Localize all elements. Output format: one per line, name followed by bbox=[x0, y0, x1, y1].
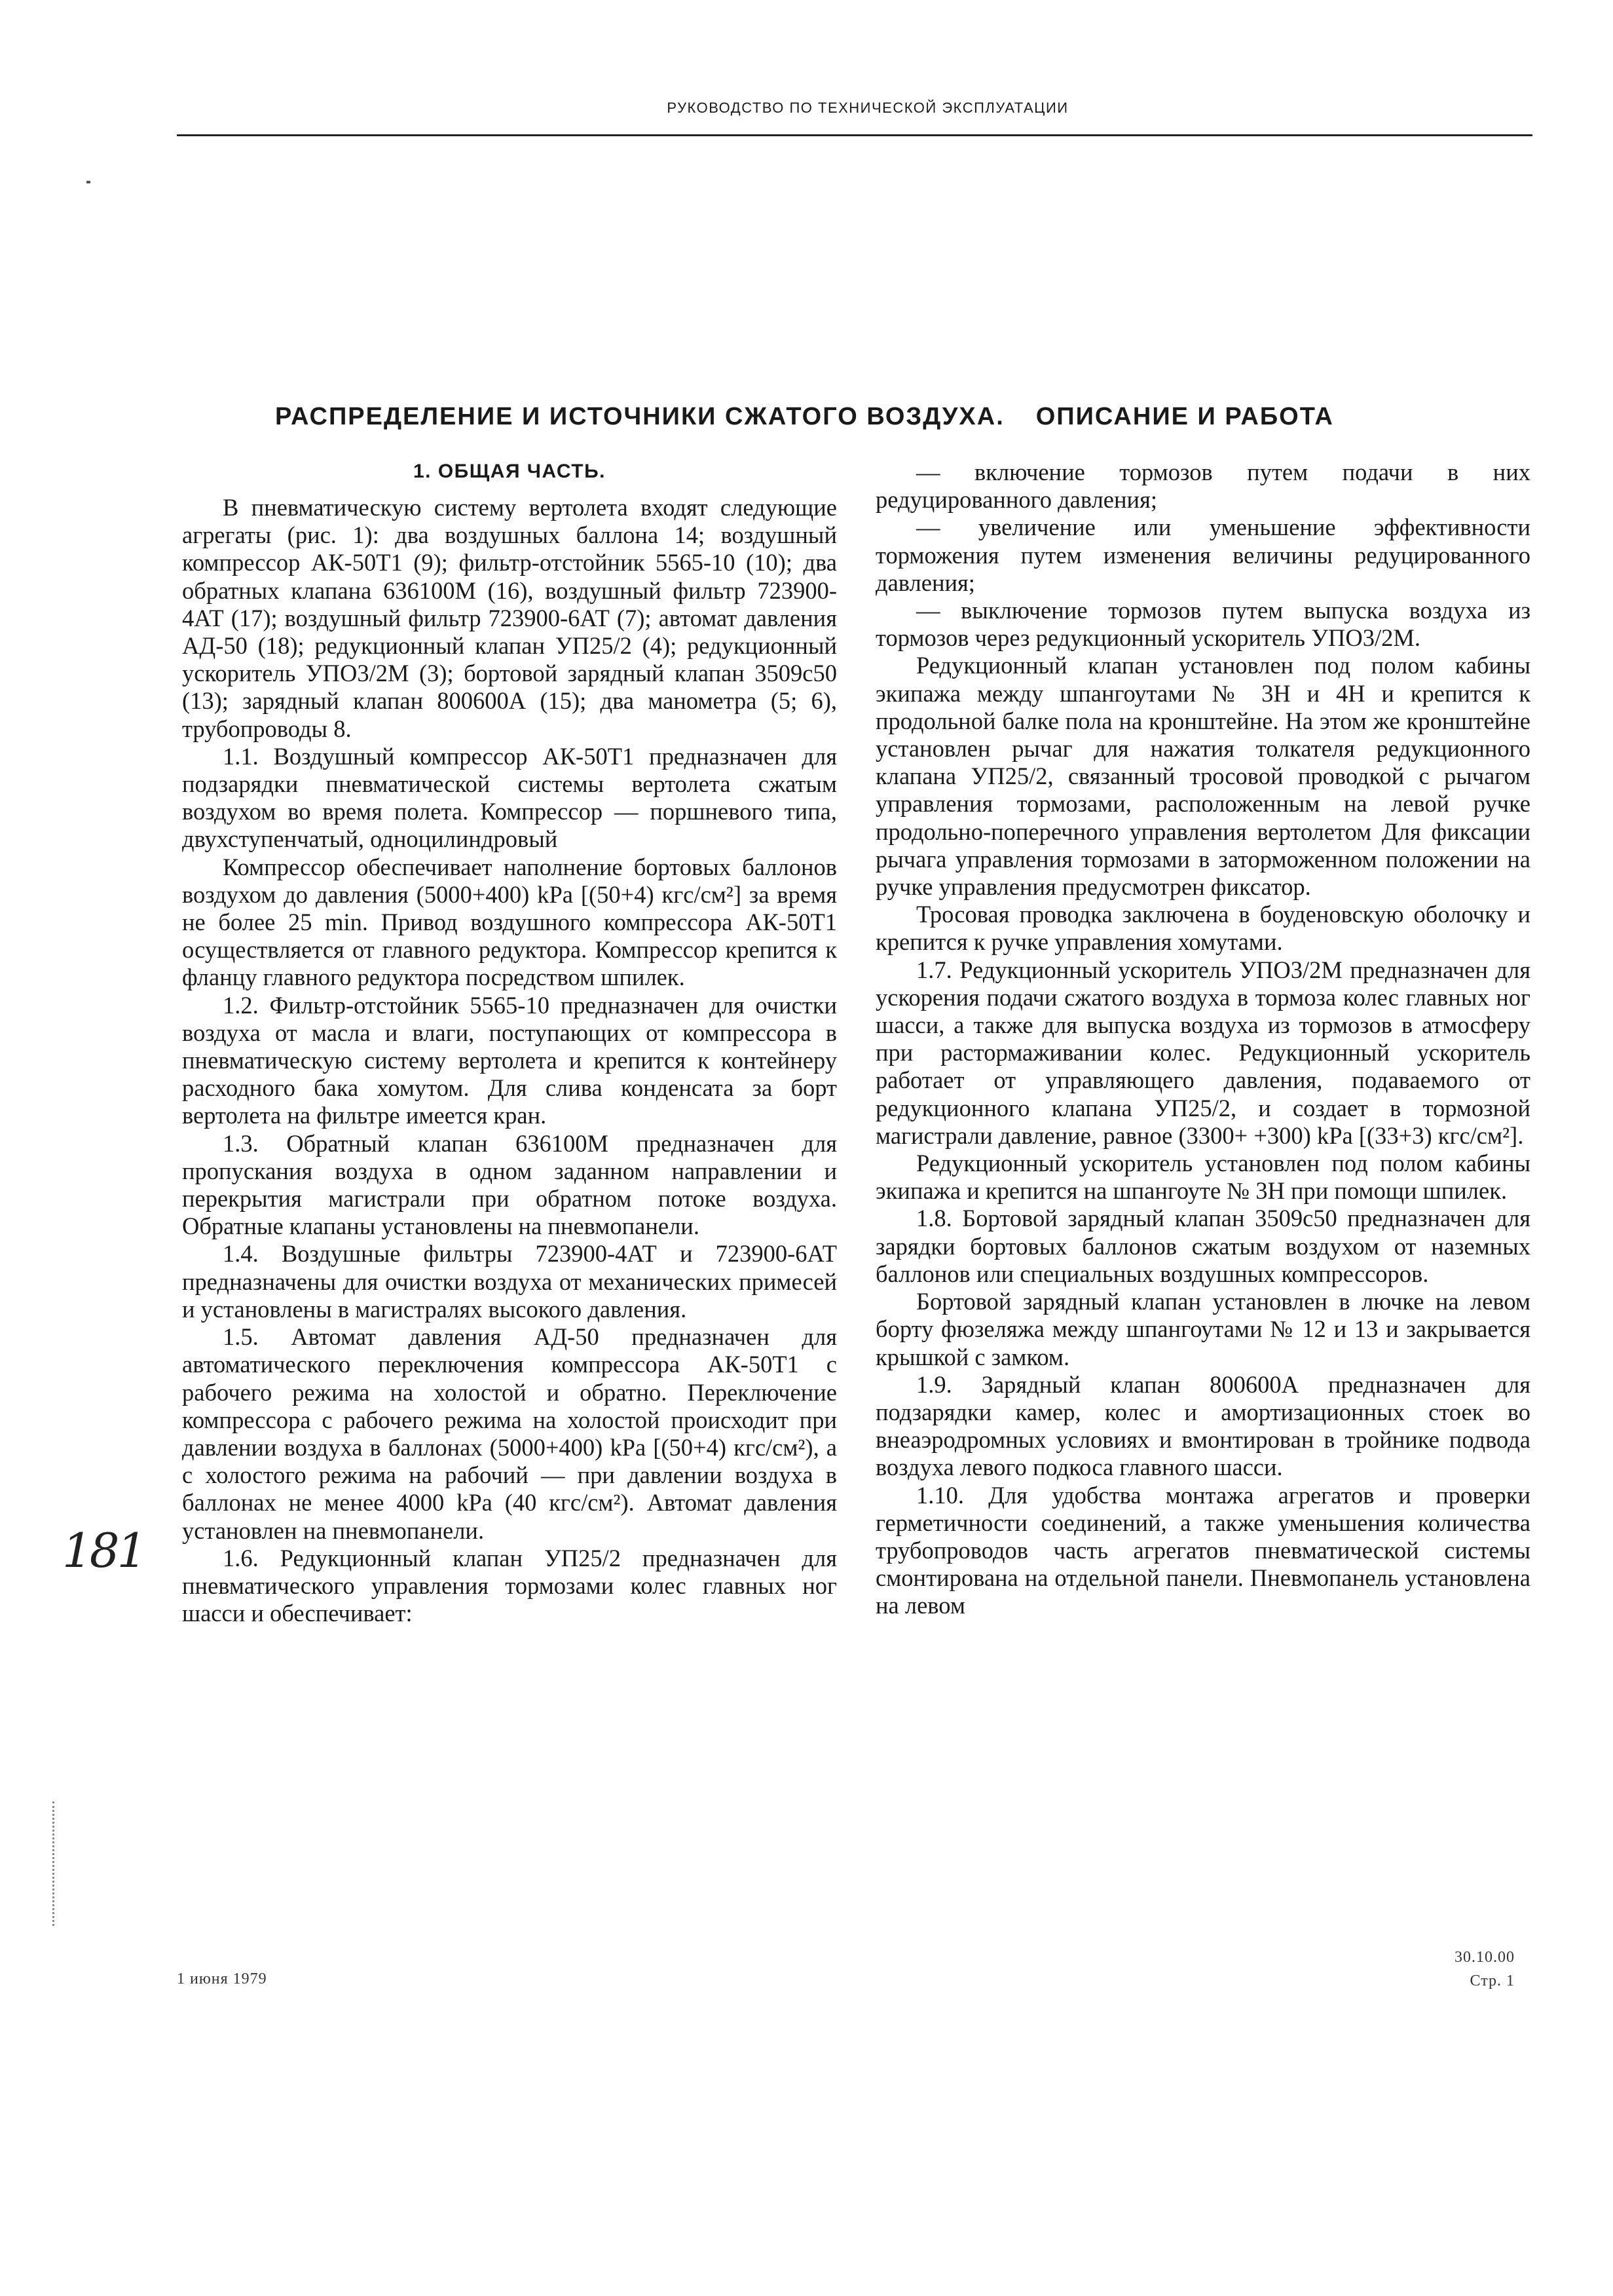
paragraph: 1.8. Бортовой зарядный клапан 3509с50 предназначен для зарядки бортовых баллонов сжатым воздухом от наземных баллонов или специальных воздушных компрессоров. bbox=[876, 1205, 1530, 1287]
paragraph: 1.9. Зарядный клапан 800600А предназначен для подзарядки камер, колес и амортизационных стоек во внеаэродромных условиях и вмонтирован в тройнике подвода воздуха левого подкоса главного шасси. bbox=[876, 1370, 1530, 1481]
footer-doc-code: 30.10.00 bbox=[1455, 1949, 1515, 1966]
section-heading: 1. ОБЩАЯ ЧАСТЬ. bbox=[413, 461, 606, 482]
paragraph: Тросовая проводка заключена в боуденовскую оболочку и крепится к ручке управления хомутами. bbox=[876, 901, 1530, 956]
list-item: — выключение тормозов путем выпуска воздуха из тормозов через редукционный ускоритель УПО3/2М. bbox=[876, 597, 1530, 652]
paragraph: Редукционный клапан установлен под полом кабины экипажа между шпангоутами № 3Н и 4Н и крепится к продольной балке пола на кронштейне. На этом же кронштейне установлен рычаг для нажатия толкателя редукционного клапана УП25/2, связанный тросовой проводкой с рычагом управления тормозами, расположенным на левой ручке продольно-поперечного управления вертолетом Для фиксации рычага управления тормозами в заторможенном положении на ручке управления предусмотрен фиксатор. bbox=[876, 652, 1530, 901]
list-item: — увеличение или уменьшение эффективности торможения путем изменения величины редуцированного давления; bbox=[876, 514, 1530, 596]
paragraph: 1.10. Для удобства монтажа агрегатов и проверки герметичности соединений, а также уменьшения количества трубопроводов часть агрегатов пневматической системы смонтирована на отдельной панели. Пневмопанель установлена на левом bbox=[876, 1481, 1530, 1619]
paragraph: Редукционный ускоритель установлен под полом кабины экипажа и крепится на шпангоуте № 3Н при помощи шпилек. bbox=[876, 1150, 1530, 1205]
page-title bbox=[275, 403, 1559, 431]
paragraph: Компрессор обеспечивает наполнение бортовых баллонов воздухом до давления (5000+400) kPa [(50+4) кгс/см²] за время не более 25 min. Привод воздушного компрессора АК-50Т1 осуществляется от главного редуктора. Компрессор крепится к фланцу главного редуктора посредством шпилек. bbox=[182, 853, 837, 991]
handwritten-margin-note: 181 bbox=[62, 1523, 145, 1578]
paragraph: 1.2. Фильтр-отстойник 5565-10 предназначен для очистки воздуха от масла и влаги, поступающих от компрессора в пневматическую систему вертолета и крепится к контейнеру расходного бака хомутом. Для слива конденсата за борт вертолета на фильтре имеется кран. bbox=[182, 991, 837, 1129]
paragraph: 1.7. Редукционный ускоритель УПО3/2М предназначен для ускорения подачи сжатого воздуха в тормоза колес главных ног шасси, а также для выпуска воздуха из тормозов в атмосферу при растормаживании колес. Редукционный ускоритель работает от управляющего давления, подаваемого от редукционного клапана УП25/2, и создает в тормозной магистрали давление, равное (3300+ +300) kPa [(33+3) кгс/см²]. bbox=[876, 956, 1530, 1149]
paragraph: Бортовой зарядный клапан установлен в лючке на левом борту фюзеляжа между шпангоутами № 12 и 13 и закрывается крышкой с замком. bbox=[876, 1288, 1530, 1370]
list-item: — включение тормозов путем подачи в них редуцированного давления; bbox=[876, 459, 1530, 514]
paragraph: 1.4. Воздушные фильтры 723900-4АТ и 723900-6АТ предназначены для очистки воздуха от механических примесей и установлены в магистралях высокого давления. bbox=[182, 1240, 837, 1323]
paragraph: 1.6. Редукционный клапан УП25/2 предназначен для пневматического управления тормозами колес главных ног шасси и обеспечивает: bbox=[182, 1544, 837, 1627]
paragraph: 1.3. Обратный клапан 636100М предназначен для пропускания воздуха в одном заданном направлении и перекрытия магистрали при обратном потоке воздуха. Обратные клапаны установлены на пневмопанели. bbox=[182, 1129, 837, 1240]
footer-date: 1 июня 1979 bbox=[177, 1970, 267, 1987]
running-header: РУКОВОДСТВО ПО ТЕХНИЧЕСКОЙ ЭКСПЛУАТАЦИИ bbox=[667, 100, 1069, 116]
footer-page-number: Стр. 1 bbox=[1470, 1972, 1515, 1989]
paragraph: 1.5. Автомат давления АД-50 предназначен для автоматического переключения компрессора АК-50Т1 с рабочего режима на холостой и обратно. Переключение компрессора с рабочего режима на холостой происходит при давлении воздуха в баллонах (5000+400) kPa [(50+4) кгс/см²), а с холостого режима на рабочий — при давлении воздуха в баллонах не менее 4000 kPa (40 кгс/см²). Автомат давления установлен на пневмопанели. bbox=[182, 1323, 837, 1544]
header-rule bbox=[177, 134, 1532, 136]
page-title-part2: ОПИСАНИЕ И РАБОТА bbox=[1035, 403, 1334, 430]
right-column bbox=[876, 459, 1530, 1620]
scan-speck bbox=[86, 181, 90, 183]
paragraph: 1.1. Воздушный компрессор АК-50Т1 предназначен для подзарядки пневматической системы вертолета сжатым воздухом во время полета. Компрессор — поршневого типа, двухступенчатый, одноцилиндровый bbox=[182, 742, 837, 853]
footer-page-info bbox=[1455, 1946, 1515, 1993]
margin-dots bbox=[52, 1801, 57, 1926]
paragraph: В пневматическую систему вертолета входят следующие агрегаты (рис. 1): два воздушных баллона 14; воздушный компрессор АК-50Т1 (9); фильтр-отстойник 5565-10 (10); два обратных клапана 636100М (16), воздушный фильтр 723900-4АТ (17); воздушный фильтр 723900-6АТ (7); автомат давления АД-50 (18); редукционный клапан УП25/2 (4); редукционный ускоритель УПО3/2М (3); бортовой зарядный клапан 3509с50 (13); зарядный клапан 800600А (15); два манометра (5; 6), трубопроводы 8. bbox=[182, 494, 837, 742]
left-column bbox=[182, 459, 837, 1627]
page-title-part1: РАСПРЕДЕЛЕНИЕ И ИСТОЧНИКИ СЖАТОГО ВОЗДУХА. bbox=[275, 403, 1005, 430]
